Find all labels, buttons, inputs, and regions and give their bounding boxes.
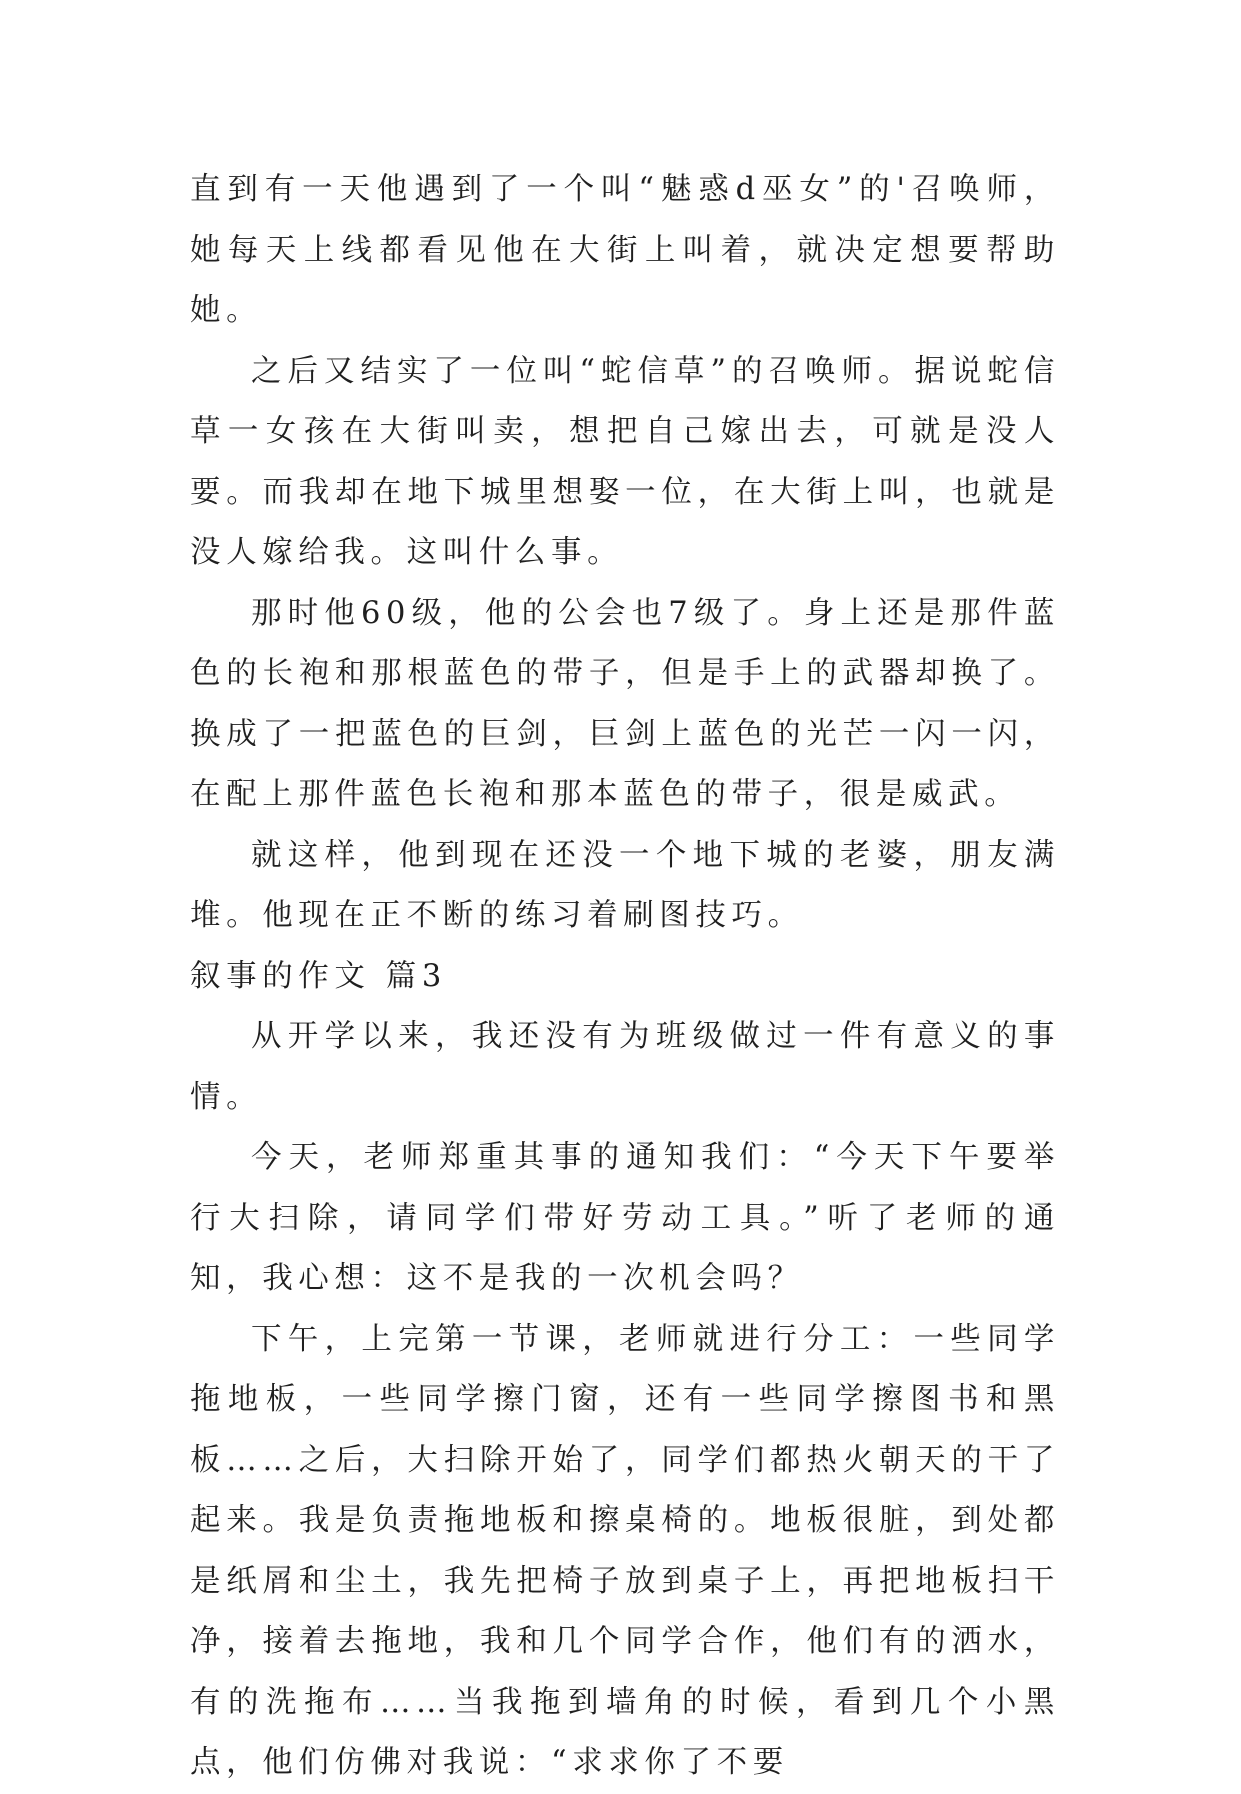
body-paragraph: 从开学以来，我还没有为班级做过一件有意义的事情。	[190, 1019, 1060, 1115]
body-paragraph: 就这样，他到现在还没一个地下城的老婆，朋友满堆。他现在正不断的练习着刷图技巧。	[190, 837, 1060, 933]
body-paragraph: 今天，老师郑重其事的通知我们：“今天下午要举行大扫除，请同学们带好劳动工具。”听了老师的通知，我心想：这不是我的一次机会吗？	[190, 1140, 1060, 1296]
body-paragraph: 之后又结实了一位叫“蛇信草”的召唤师。据说蛇信草一女孩在大街叫卖，想把自己嫁出去，可就是没人要。而我却在地下城里想娶一位，在大街上叫，也就是没人嫁给我。这叫什么事。	[190, 353, 1060, 570]
section-heading: 叙事的作文 篇3	[190, 958, 447, 994]
body-paragraph: 直到有一天他遇到了一个叫“魅惑d巫女”的'召唤师，她每天上线都看见他在大街上叫着，就决定想要帮助她。	[190, 172, 1060, 328]
body-paragraph: 那时他60级，他的公会也7级了。身上还是那件蓝色的长袍和那根蓝色的带子，但是手上的武器却换了。换成了一把蓝色的巨剑，巨剑上蓝色的光芒一闪一闪，在配上那件蓝色长袍和那本蓝色的带子，很是威武。	[190, 595, 1060, 812]
document-page	[190, 160, 1060, 1794]
body-paragraph: 下午，上完第一节课，老师就进行分工：一些同学拖地板，一些同学擦门窗，还有一些同学擦图书和黑板……之后，大扫除开始了，同学们都热火朝天的干了起来。我是负责拖地板和擦桌椅的。地板很脏，到处都是纸屑和尘土，我先把椅子放到桌子上，再把地板扫干净，接着去拖地，我和几个同学合作，他们有的洒水，有的洗拖布……当我拖到墙角的时候，看到几个小黑点，他们仿佛对我说：“求求你了不要	[190, 1321, 1060, 1780]
